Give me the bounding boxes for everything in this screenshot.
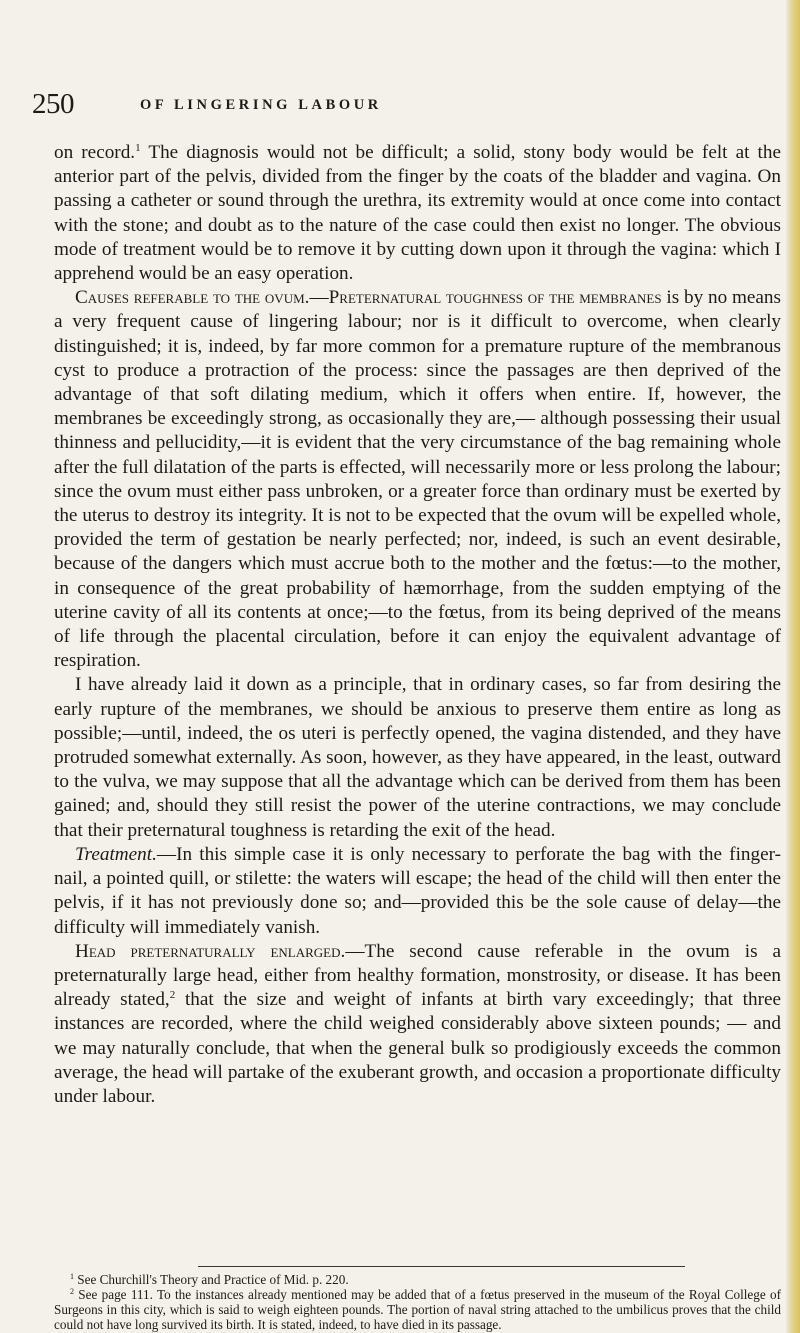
footnote-text: See Churchill's Theory and Practice of Mid. p. 220. bbox=[74, 1272, 349, 1287]
paragraph-text: is by no means a very frequent cause of lingering labour; nor is it difficult to overcome, when clearly distinguished; it is, indeed, by far more common for a premature rupture of the membranous cyst to produce a protraction of the process: since the passages are then deprived of the advantage of that soft dilating medium, which it offers when entire. If, however, the membranes be exceedingly strong, as occasionally they are,— although possessing their usual thinness and pellucidity,—it is evident that the very circumstance of the bag remaining whole after the full dilatation of the parts is effected, will necessarily more or less prolong the labour; since the ovum must either pass unbroken, or a greater force than ordinary must be exerted by the uterus to destroy its integrity. It is not to be expected that the ovum will be expelled whole, provided the term of gestation be nearly perfected; nor, indeed, is such an event desirable, because of the dangers which must accrue both to the mother and the fœtus:—to the mother, in consequence of the great probability of hæmorrhage, from the sudden emptying of the uterine cavity of all its contents at once;—to the fœtus, from its being deprived of the means of life through the placental circulation, before it can enjoy the equivalent advantage of respiration. bbox=[54, 287, 781, 672]
section-heading: Head preternaturally enlarged. bbox=[75, 940, 346, 962]
footnotes bbox=[54, 1272, 781, 1332]
body-text bbox=[54, 141, 781, 1109]
footnote-mark: 2 bbox=[70, 1287, 74, 1296]
section-heading: Causes referable to the ovum.—Preternatural toughness of the membranes bbox=[75, 287, 662, 309]
paragraph-2 bbox=[54, 286, 781, 673]
paragraph-text: I have already laid it down as a principle, that in ordinary cases, so far from desiring the early rupture of the membranes, we should be anxious to preserve them entire as long as possible;—until, indeed, the os uteri is perfectly opened, the vagina distended, and they have protruded somewhat externally. As soon, however, as they have appeared, in the least, outward to the vulva, we may suppose that all the advantage which can be derived from them has been gained; and, should they still resist the power of the uterine contractions, we may conclude that their preternatural toughness is retarding the exit of the head. bbox=[54, 674, 781, 841]
footnote-2 bbox=[54, 1287, 781, 1332]
paragraph-text: The diagnosis would not be difficult; a solid, stony body would be felt at the anterior part of the pelvis, divided from the finger by the coats of the bladder and vagina. On passing a catheter or sound through the urethra, its extremity would at once come into contact with the stone; and doubt as to the nature of the case could then exist no longer. The obvious mode of treatment would be to remove it by cutting down upon it through the vagina: which I apprehend would be an easy operation. bbox=[54, 142, 781, 285]
paragraph-5 bbox=[54, 940, 781, 1109]
page-number: 250 bbox=[32, 88, 74, 120]
footnote-divider bbox=[198, 1266, 685, 1267]
paragraph-text: on record. bbox=[54, 142, 136, 163]
paragraph-1 bbox=[54, 141, 781, 286]
page-header bbox=[32, 88, 772, 124]
footnote-text: See page 111. To the instances already mentioned may be added that of a fœtus preserved in the museum of the Royal College of Surgeons in this city, which is said to weigh eighteen pounds. The portion of naval string attached to the umbilicus proves that the child could not have long survived its birth. It is stated, indeed, to have died in its passage. bbox=[54, 1287, 781, 1332]
footnote-ref-2: 2 bbox=[169, 989, 176, 1002]
paragraph-4 bbox=[54, 843, 781, 940]
paragraph-text: that the size and weight of infants at birth vary exceedingly; that three instances are recorded, where the child weighed considerably above sixteen pounds; — and we may naturally conclude, that when the general bulk so prodigiously exceeds the common average, the head will partake of the exuberant growth, and occasion a proportionate difficulty under labour. bbox=[54, 989, 781, 1107]
paragraph-text: —The second cause referable in the ovum is a preternaturally large head, either from healthy formation, monstrosity, or disease. It has been already stated, bbox=[54, 940, 781, 1011]
page-edge bbox=[786, 0, 800, 1333]
footnote-1 bbox=[54, 1272, 781, 1287]
paragraph-text: —In this simple case it is only necessary to perforate the bag with the finger-nail, a pointed quill, or stilette: the waters will escape; the head of the child will then enter the pelvis, if it has not previously done so; and—provided this be the sole cause of delay—the difficulty will immediately vanish. bbox=[54, 843, 781, 938]
footnote-ref-1: 1 bbox=[135, 142, 141, 154]
paragraph-3 bbox=[54, 673, 781, 842]
italic-heading: Treatment. bbox=[75, 843, 157, 865]
running-title: OF LINGERING LABOUR bbox=[140, 97, 382, 113]
footnote-mark: 1 bbox=[70, 1272, 74, 1281]
